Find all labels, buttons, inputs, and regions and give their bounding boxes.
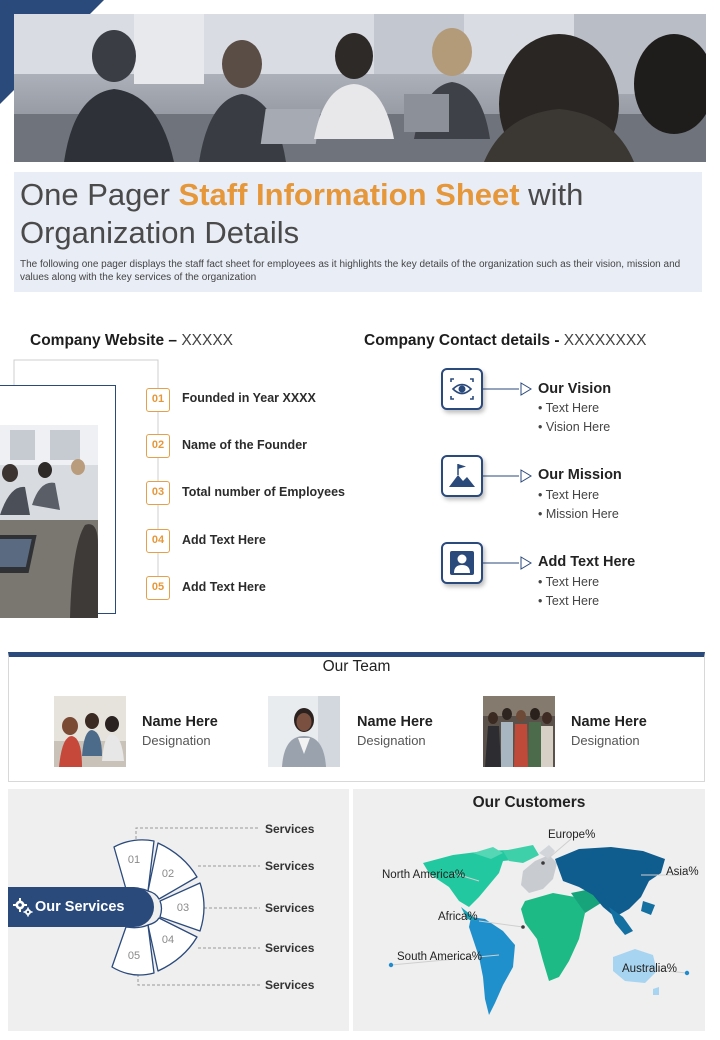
team-member-name-1: Name Here: [142, 714, 218, 730]
company-contact-value: XXXXXXXX: [559, 332, 647, 349]
team-member-photo-2: [268, 696, 340, 767]
add-text-heading: Add Text Here: [538, 554, 636, 570]
team-member-designation-1: Designation: [142, 733, 211, 748]
title-part2: with: [519, 177, 584, 212]
hero-meeting-photo: [14, 14, 706, 162]
mission-icon-box: [441, 455, 483, 497]
south-america-label: South America%: [397, 951, 483, 963]
asia-label: Asia%: [666, 866, 699, 878]
world-map: [353, 789, 705, 1031]
mountain-flag-icon: [443, 457, 481, 495]
company-website-value: XXXXX: [177, 332, 234, 349]
service-item-5: Services: [265, 978, 315, 992]
company-website-title: Company Website –: [30, 332, 178, 349]
number-badge-02: 02: [146, 434, 170, 458]
contact-arrows: [483, 370, 543, 590]
office-laptop-photo: [0, 425, 98, 618]
africa-label: Africa%: [438, 911, 478, 923]
australia-label: Australia%: [622, 963, 677, 975]
team-member-name-2: Name Here: [357, 714, 433, 730]
eye-icon: [443, 370, 481, 408]
service-item-2: Services: [265, 859, 315, 873]
number-badge-04: 04: [146, 529, 170, 553]
team-member-photo-3: [483, 696, 555, 767]
service-segment-03: 03: [176, 902, 190, 914]
team-member-photo-1: [54, 696, 126, 767]
vision-item-1: • Text Here: [538, 401, 600, 415]
team-member-designation-3: Designation: [571, 733, 640, 748]
south-america-region: [469, 917, 515, 1015]
mission-item-1: • Text Here: [538, 488, 600, 502]
person-icon: [443, 544, 481, 582]
service-item-3: Services: [265, 901, 315, 915]
employee-count-text: Total number of Employees: [182, 485, 345, 499]
page-description: The following one pager displays the staff fact sheet for employees as it highlights the key details of the organization such as their vision, mission and values along with the key services of the organization: [20, 259, 681, 283]
title-line2: Organization Details: [20, 215, 300, 250]
title-part1: One Pager: [20, 177, 179, 212]
vision-icon-box: [441, 368, 483, 410]
africa-region: [521, 893, 585, 981]
add-text-item-5: Add Text Here: [182, 580, 266, 594]
service-item-1: Services: [265, 822, 315, 836]
title-highlight: Staff Information Sheet: [178, 177, 520, 212]
founder-name-text: Name of the Founder: [182, 438, 308, 452]
service-segment-04: 04: [161, 934, 175, 946]
vision-heading: Our Vision: [538, 381, 612, 397]
number-badge-03: 03: [146, 481, 170, 505]
number-badge-05: 05: [146, 576, 170, 600]
add-text-item-4: Add Text Here: [182, 533, 266, 547]
add-text-item-a: • Text Here: [538, 575, 600, 589]
service-item-4: Services: [265, 941, 315, 955]
team-title: Our Team: [322, 658, 391, 675]
customers-title: Our Customers: [472, 794, 586, 811]
add-text-item-b: • Text Here: [538, 594, 600, 608]
europe-label: Europe%: [548, 829, 596, 841]
team-member-designation-2: Designation: [357, 733, 426, 748]
gears-icon: [12, 896, 34, 918]
service-segment-01: 01: [127, 854, 141, 866]
service-segment-02: 02: [161, 868, 175, 880]
service-segment-05: 05: [127, 950, 141, 962]
number-badge-01: 01: [146, 388, 170, 412]
mission-item-2: • Mission Here: [538, 507, 619, 521]
north-america-label: North America%: [382, 869, 466, 881]
team-member-name-3: Name Here: [571, 714, 647, 730]
services-label-text: Our Services: [35, 899, 125, 915]
page-title: [20, 176, 680, 252]
company-website-label: [30, 332, 233, 350]
person-icon-box: [441, 542, 483, 584]
vision-item-2: • Vision Here: [538, 420, 611, 434]
founded-year-text: Founded in Year XXXX: [182, 391, 316, 405]
company-contact-title: Company Contact details -: [364, 332, 560, 349]
company-contact-label: [364, 332, 647, 350]
mission-heading: Our Mission: [538, 467, 622, 483]
